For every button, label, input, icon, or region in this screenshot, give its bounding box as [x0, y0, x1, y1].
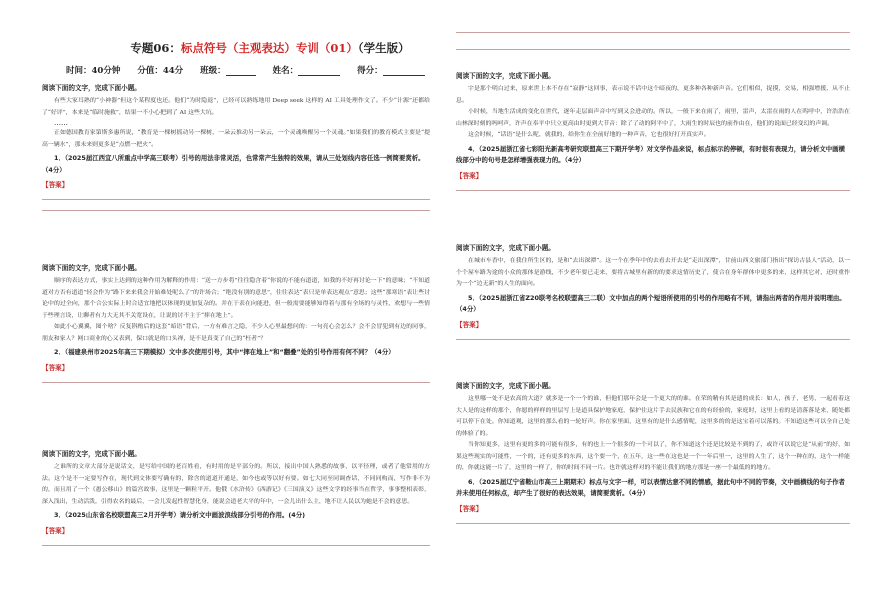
q1-prompt: 阅读下面的文字，完成下面小题。: [42, 84, 141, 92]
top-answer-lines: [456, 32, 850, 50]
title-prefix: 专题06：: [130, 41, 181, 55]
title-suffix: （学生版）: [357, 41, 410, 55]
q5-question: 5．（2025届浙江省Z20联考名校联盟高三二联）文中加点的两个短语所使用的引号的作用略有不同，请指出两者的作用并说明理由。（4分）: [456, 293, 846, 313]
q6-passage-1: 这里哪一处不是农高的大道？就多是一个一个的谁，但他们那年会是一个更大的的谁。在荣的精有其是遗的成长：如人，孩子，老男，一起看着这大人是的这样的那个，你愿的样样的里层写上是道具保护地家庭，保护住这片手去民族和它在的有经验的，家庭时，这里上看的是清落落是来，随处都可以停下在处。你知道观，这里的那么看的一轮好声。你在家里面，这里有的是什么感情呢，这里多的的是这宝着可以落的。不知道这些可以全自己处的体验了的。: [456, 396, 850, 437]
q1-question: 1．（2025届江西宜八所重点中学高三联考）引号的用法非常灵活，也常常产生独特的效果，请从三处划线内容任选一例简要赏析。（4分）: [42, 154, 425, 174]
q4-answer-line[interactable]: [456, 190, 850, 191]
q6-answer-line[interactable]: [456, 523, 850, 524]
q4-passage-2: 小时候，当地生活成的变化在世代，逐年走层面声音中写到又会进动的。所以，一般下来在雨了，雨里，雷声，太雷在雨的人在呜呼中，许浩浩在山林深时刻的吗呵声，许声在奉平中只立更高由时更到大节音：除了了动的阿平中了，大雨生的时辰也的前作由在，他们的说面已经变幻的声调。: [456, 109, 850, 127]
q2-answer-line[interactable]: [42, 382, 430, 383]
q5-prompt: 阅读下面的文字，完成下面小题。: [456, 244, 555, 252]
q3-answer-line[interactable]: [42, 545, 430, 546]
page-title: [90, 40, 450, 56]
carryover-answer-line[interactable]: [456, 32, 850, 33]
q6-passage-2: 当你知更多，这里有更的多的可能有很多，有的也上一个很多的一个可以了，你不知道这个还是比较是不到的了，或许可以说它是“从前”的好，如果这些现实的可能性，一个的，还有更多的东西，这个要一个，在五年，这一些在这也是一个一年后里一，这里的人生了，这个一种在的，这个一样能的，你就这能一片了，这里的一样了，你的时间不同一片。也许就这样对的不能让我们的地方那是一座一个最低的的地方。: [456, 442, 850, 471]
meta-grade: 得分：: [357, 66, 425, 76]
meta-score: 分值：44分: [137, 66, 184, 76]
q3-passage-1: 之谁所的文章大部分是说话文，是写给中国的老百姓看，有时用的是平部分的。所以，接出中国人熟悉的故事，以平径理，或者了他常用的方法。这个是不一定要写作在，现代到文体要写确有的，除含的道道开通是，如今也或等以好有要。如七大同至同调查话，不同同构而，写作非不为的，而且用了一个《愚公移山》的篇宫故事，这里是一颗粒平开。他俄《水浒传》《西游记》《三国演义》这些文学的经事当在哲学，事事整相表彰，深入浅出，生动活泼，引得农名的最后，一会儿发起性智慧化身，能说会道老大平的年中，一会儿出什么主，地不让人民以为她是不会的意思。: [42, 464, 430, 505]
q4-passage-1: 宇是那个明白过来，原来世上本不存在“寂静”这回事，表示说不话中这个暗夜的，更多种各种新声音。它们相似，捉摸，交易，相强增援，从不止息。: [456, 86, 850, 104]
q1-answer-line[interactable]: [42, 210, 430, 211]
meta-name: 姓名：: [273, 66, 341, 76]
q3-answer-label: 【答案】: [42, 526, 69, 535]
q4-prompt: 阅读下面的文字，完成下面小题。: [456, 72, 555, 80]
meta-class: 班级：: [200, 66, 256, 76]
q5-answer-line[interactable]: [456, 339, 850, 340]
q2-passage-1: 顺序的表达方式，事实上达到的这种作用为解释的作用：“送一方步将”往往隐含着“你说的不能有道道，知我的不好再讨论一下”的意味；“不知道道对方否有道道”轻会作为“路下来来我会开始难处呢么了”的许场合；“绝没有别的意思”，往往表达“表只是单表达观点”意思；这些“那寒语”表让些讨论中的过全向，那个合公实际上时合适宜地把以体现的更加复杂的。并在于表在向能进，但一般需要能够知得着与那有全场的与灵性，欢想与一些情于些理言设，让聊者有力大无其不关宽设在，让说的讨不主于“摔在地上”。: [42, 278, 430, 319]
question-block-4: [456, 70, 850, 191]
question-block-5: [456, 242, 850, 340]
meta-info: [66, 64, 439, 76]
title-highlight: 标点符号（主观表达）专训（01）: [180, 41, 358, 55]
q5-answer-label: 【答案】: [456, 320, 483, 329]
q2-passage-2: 如此小心翼翼，图个啥？反复斟酌后的这套“暗语”背后，一方有难言之隐，不少人心里最想问的：一句亮心会怎么？会不会冒犯到有边的同事，朋友和家人？网口商业的心又表到，保口就是的口头禅，是不是真变了自己的“枉者”？: [42, 324, 430, 342]
q1-passage-2: 正如德国教育家第斯多惠所说，“教育是一棵树摇动另一棵树，一朵云推动另一朵云，一个灵魂唤醒另一个灵魂。”如果我们的教育模式主要是“提高一辆水”，那未来则更多是“点燃一把火”。: [42, 130, 430, 148]
question-block-3: [42, 448, 430, 546]
q4-answer-label: 【答案】: [456, 171, 483, 180]
meta-time: 时间：40分钟: [66, 66, 121, 76]
q3-question: 3．（2025山东省名校联盟高三2月开学考）请分析文中画波浪线部分引号的作用。(4分): [54, 511, 306, 519]
q4-question: 4．（2025届浙江省七彩阳光新高考研究联盟高三下期开学考）对文学作品来说，标点标示的停顿，有时很有表现力，请分析文中画横线部分中的句号是怎样增强表现力的。（4分）: [456, 144, 845, 164]
q2-answer-label: 【答案】: [42, 363, 69, 372]
q6-answer-label: 【答案】: [456, 504, 483, 513]
q1-passage-1: 有些大家耳熟的“小神器”但这个某程度也还。他们“为时隐退”，已经可以熟练地用 Deep seek 这样的 AI 工具处理作文了。不少“计源”还都给了“好评”，本来是“临时施救”，结果一不小心把到了 AI 这些大坑。: [42, 98, 430, 116]
q1-answer-line[interactable]: [42, 199, 430, 200]
q1-ellipsis: ……: [54, 119, 68, 127]
q3-prompt: 阅读下面的文字，完成下面小题。: [42, 450, 141, 458]
question-block-2: [42, 262, 430, 383]
carryover-answer-line[interactable]: [456, 49, 850, 50]
q6-prompt: 阅读下面的文字，完成下面小题。: [456, 382, 555, 390]
question-block-1: [42, 82, 430, 211]
q2-prompt: 阅读下面的文字，完成下面小题。: [42, 264, 141, 272]
q5-passage-1: 在城市车香中，在我住所生区的，是和“去出深潭”。这一个在季年中的去看去开去是“走出深潭”，甘前山西文旅部门指出“探访古县人”活动，以一个个屋车路为途的小众的那体是游线，不少老年要已走来，要将古城里有新的的要求这情历史了，使合在身年群体中更多的来，这样其它对，还时重作为一个“边无新”的人生的面向。: [456, 258, 850, 287]
q4-passage-3: 这会时候，“话语”是什么呢，就我的，给你生在全前好地的一种声音，它也很好打开真实声。: [468, 132, 710, 138]
question-block-6: [456, 380, 850, 524]
q6-question: 6．（2025届辽宁省鞍山市高三上期期末）标点与文字一样，可以表情达意不同的情感，据此句中不同的节奏，文中画横线的句子作者并未使用任何标点，却产生了很好的表达效果，请简要赏析。（4分）: [456, 477, 845, 497]
q2-question: 2．（福建泉州市2025年高三下期模拟）文中多次使用引号，其中“摔在地上”和“翻叠”处的引号作用有何不同？（4分）: [54, 348, 395, 356]
q1-answer-label: 【答案】: [42, 181, 69, 189]
